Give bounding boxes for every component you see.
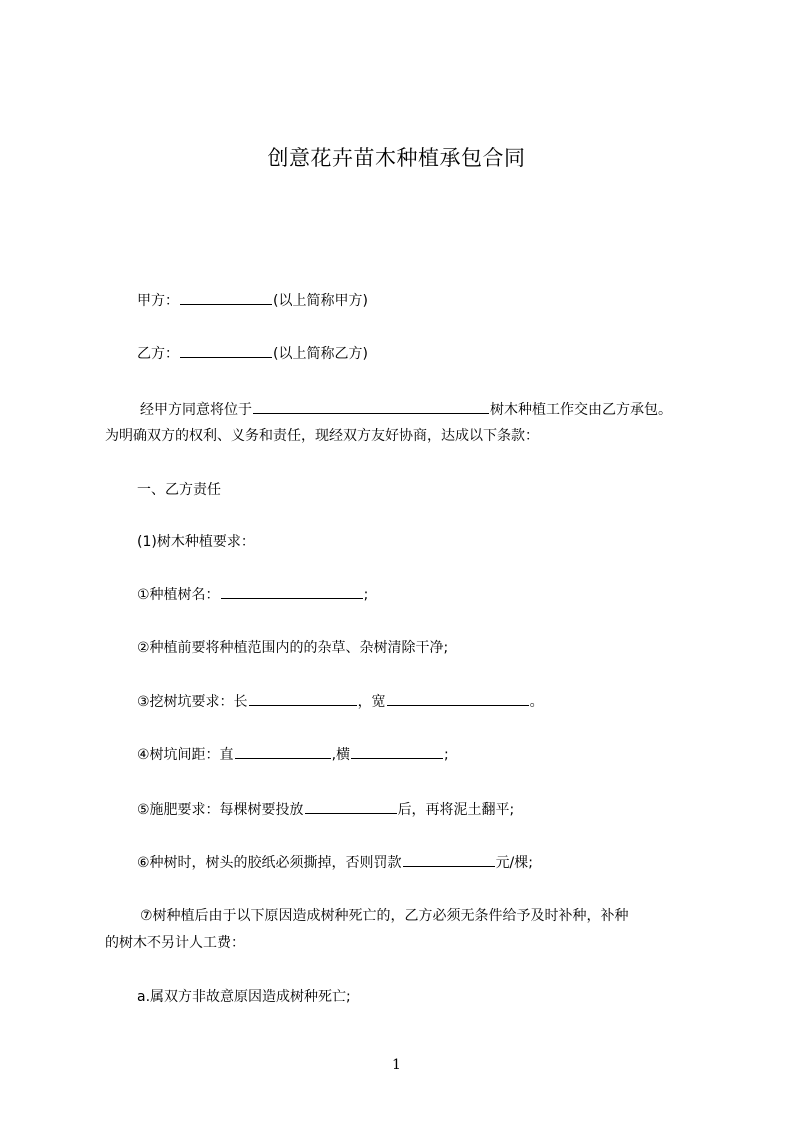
- item-6: [137, 852, 533, 873]
- item-4: [137, 744, 449, 765]
- item-6-prefix: ⑥种树时，树头的胶纸必须撕掉，否则罚款: [137, 855, 402, 871]
- item-2: ②种植前要将种植范围内的的杂草、杂树清除干净;: [137, 640, 449, 656]
- item-a: a.属双方非故意原因造成树种死亡;: [137, 989, 351, 1005]
- pit-length-blank[interactable]: [249, 691, 357, 706]
- item-1-suffix: ;: [363, 587, 369, 603]
- item-3-prefix: ③挖树坑要求：长: [137, 694, 248, 710]
- item-3: [137, 691, 544, 712]
- tree-name-blank[interactable]: [221, 584, 363, 599]
- item-5-prefix: ⑤施肥要求：每棵树要投放: [137, 802, 304, 818]
- penalty-blank[interactable]: [403, 852, 495, 867]
- intro-line-1: [140, 399, 672, 420]
- party-a-suffix: (以上简称甲方): [273, 293, 368, 309]
- party-a-line: [137, 290, 368, 311]
- fertilizer-blank[interactable]: [305, 799, 397, 814]
- spacing-vertical-blank[interactable]: [235, 744, 331, 759]
- location-blank[interactable]: [253, 399, 489, 414]
- party-a-label: 甲方：: [137, 293, 179, 309]
- party-b-suffix: (以上简称乙方): [273, 346, 368, 362]
- party-a-blank[interactable]: [180, 290, 272, 305]
- pit-width-blank[interactable]: [387, 691, 529, 706]
- party-b-line: [137, 343, 368, 364]
- item-3-mid: ，宽: [357, 694, 386, 710]
- subsection-1-heading: (1)树木种植要求：: [137, 534, 255, 550]
- document-title: 创意花卉苗木种植承包合同: [267, 146, 526, 170]
- item-3-suffix: 。: [529, 694, 544, 710]
- intro-prefix: 经甲方同意将位于: [140, 402, 252, 418]
- section-1-heading: 一、乙方责任: [137, 482, 221, 498]
- item-4-mid: ,横: [331, 747, 351, 763]
- item-6-suffix: 元/棵;: [495, 855, 533, 871]
- party-b-label: 乙方：: [137, 346, 179, 362]
- page-number: 1: [392, 1057, 401, 1073]
- item-5: [137, 799, 514, 820]
- intro-suffix: 树木种植工作交由乙方承包。: [490, 402, 672, 418]
- item-7-line-2: 的树木不另计人工费：: [105, 935, 245, 951]
- item-7-line-1: ⑦树种植后由于以下原因造成树种死亡的，乙方必须无条件给予及时补种，补种: [140, 908, 629, 924]
- item-1-prefix: ①种植树名：: [137, 587, 220, 603]
- item-4-suffix: ;: [444, 747, 449, 763]
- intro-line-2: 为明确双方的权利、义务和责任，现经双方友好协商，达成以下条款：: [105, 428, 539, 444]
- item-4-prefix: ④树坑间距：直: [137, 747, 234, 763]
- party-b-blank[interactable]: [180, 343, 272, 358]
- spacing-horizontal-blank[interactable]: [351, 744, 443, 759]
- item-5-suffix: 后，再将泥土翻平;: [397, 802, 515, 818]
- item-1: [137, 584, 368, 605]
